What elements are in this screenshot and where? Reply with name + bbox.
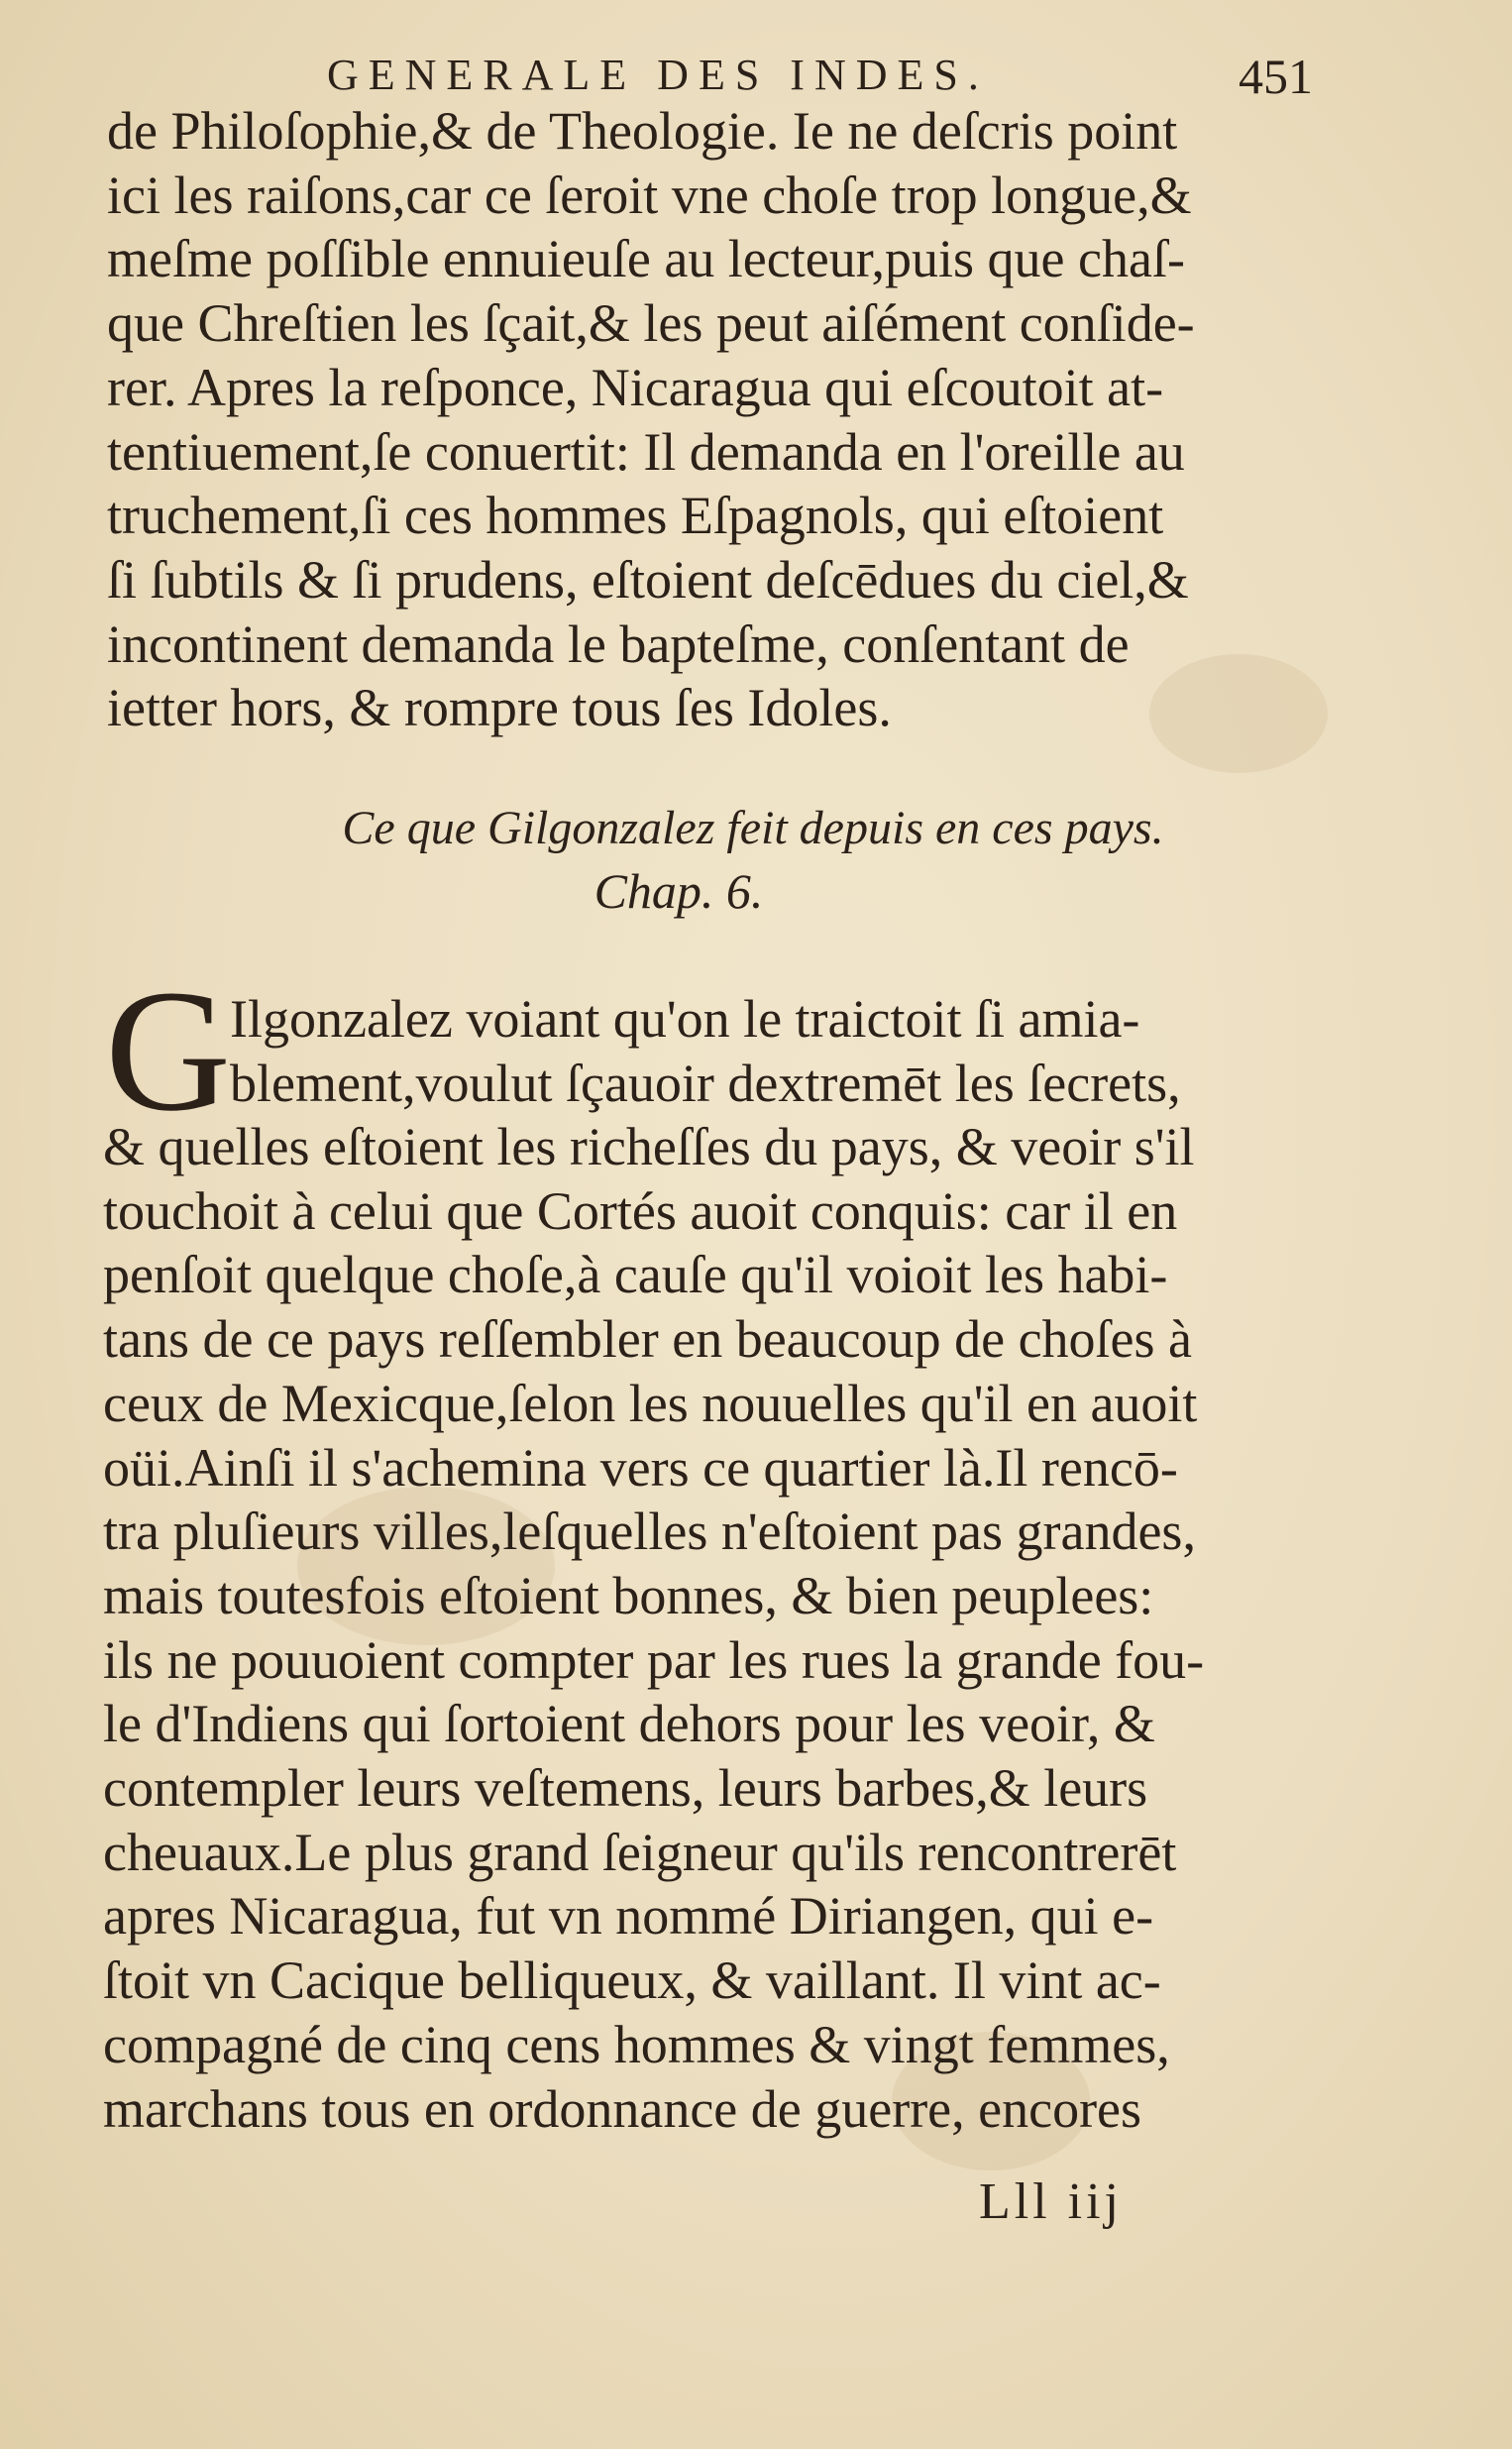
paragraph-1 [107, 99, 1336, 740]
text-line: compagné de cinq cens hommes & vingt femmes, [103, 2014, 1170, 2074]
running-head: GENERALE DES INDES. [327, 51, 989, 99]
text-line: touchoit à celui que Cortés auoit conquis: car il en [103, 1180, 1178, 1241]
text-line: mais toutesfois eſtoient bonnes, & bien peuplees: [103, 1565, 1154, 1625]
text-line: rer. Apres la reſponce, Nicaragua qui eſcoutoit at- [107, 357, 1164, 417]
paragraph-2-opening [230, 987, 1359, 1115]
paragraph-2 [103, 1115, 1351, 2141]
page-number: 451 [1239, 49, 1313, 104]
text-line: ſi ſubtils & ſi prudens, eſtoient deſcēdues du ciel,& [107, 549, 1189, 610]
text-line: cheuaux.Le plus grand ſeigneur qu'ils rencontrerēt [103, 1822, 1177, 1882]
text-line: ils ne pouuoient compter par les rues la grande fou- [103, 1629, 1205, 1690]
text-line: le d'Indiens qui ſortoient dehors pour les veoir, & [103, 1694, 1155, 1754]
text-line: que Chreſtien les ſçait,& les peut aiſément conſide- [107, 293, 1195, 354]
text-line: penſoit quelque choſe,à cauſe qu'il voioit les habi- [103, 1245, 1168, 1305]
text-line: meſme poſſible ennuieuſe au lecteur,puis que chaſ- [107, 229, 1185, 289]
text-line: blement,voulut ſçauoir dextremēt les ſecrets, [230, 1053, 1181, 1113]
text-line: ietter hors, & rompre tous ſes Idoles. [107, 678, 892, 738]
text-line: & quelles eſtoient les richeſſes du pays, & veoir s'il [103, 1117, 1195, 1176]
chapter-title: Ce que Gilgonzalez feit depuis en ces pays. [342, 802, 1164, 854]
text-line: ici les raiſons,car ce ſeroit vne choſe trop longue,& [107, 165, 1192, 225]
drop-cap-initial: G [105, 954, 232, 1148]
text-line: marchans tous en ordonnance de guerre, encores [103, 2078, 1142, 2139]
text-line: de Philoſophie,& de Theologie. Ie ne deſcris point [107, 101, 1178, 161]
signature-mark: Lll iij [979, 2173, 1123, 2230]
text-line: oüi.Ainſi il s'achemina vers ce quartier là.Il rencō- [103, 1437, 1178, 1498]
chapter-number: Chap. 6. [594, 863, 764, 919]
text-line: ceux de Mexicque,ſelon les nouuelles qu'il en auoit [103, 1373, 1198, 1433]
text-line: incontinent demanda le bapteſme, conſentant de [107, 613, 1130, 674]
text-line: apres Nicaragua, fut vn nommé Diriangen, qui e- [103, 1886, 1154, 1947]
text-line: tentiuement,ſe conuertit: Il demanda en l'oreille au [107, 421, 1185, 482]
text-line: tans de ce pays reſſembler en beaucoup de choſes à [103, 1309, 1193, 1370]
text-line: contempler leurs veſtemens, leurs barbes,& leurs [103, 1758, 1148, 1819]
text-line: ſtoit vn Cacique belliqueux, & vaillant. Il vint ac- [103, 1950, 1161, 2011]
text-line: tra pluſieurs villes,leſquelles n'eſtoient pas grandes, [103, 1502, 1196, 1562]
text-line: Ilgonzalez voiant qu'on le traictoit ſi amia- [230, 989, 1140, 1049]
text-line: truchement,ſi ces hommes Eſpagnols, qui eſtoient [107, 486, 1164, 546]
